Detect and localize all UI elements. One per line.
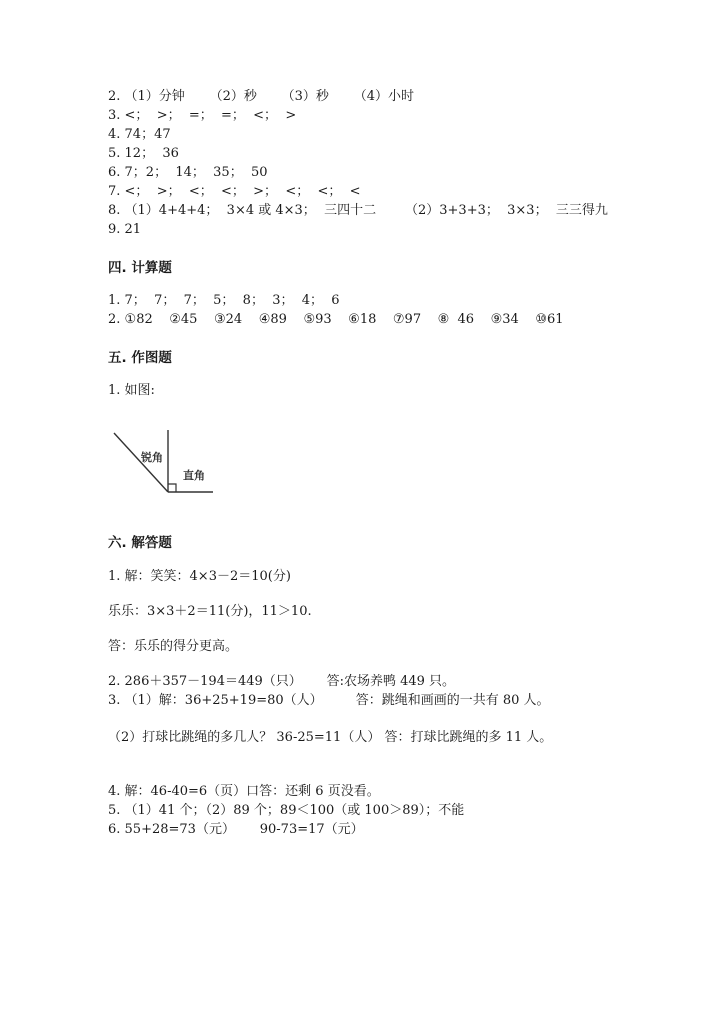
q3-part-1: 3. （1）解：36+25+19=80（人） 答：跳绳和画画的一共有 80 人。 [108,693,550,708]
answer-line-4: 4. 74；47 [108,127,171,142]
drawing-intro: 1. 如图: [108,383,155,398]
answer-line-3: 3. <； >； =； =； <； > [108,108,297,123]
q4-line: 4. 解：46-40=6（页）口答：还剩 6 页没看。 [108,784,380,799]
section-heading-drawing: 五. 作图题 [108,350,172,366]
q6-line: 6. 55+28=73（元） 90-73=17（元） [108,822,364,837]
angle-figure [108,425,218,500]
q1-answer: 答：乐乐的得分更高。 [108,639,239,654]
answer-line-5: 5. 12； 36 [108,146,179,161]
q5-line: 5. （1）41 个；（2）89 个；89＜100（或 100＞89）；不能 [108,803,465,818]
q1-line-1: 1. 解：笑笑：4×3－2＝10(分) [108,569,291,584]
answer-line-8: 8. （1）4+4+4； 3×4 或 4×3； 三四十二 （2）3+3+3； 3×3； 三三得九 [108,203,608,218]
right-angle-mark [168,484,176,492]
answer-line-2: 2. （1）分钟 （2）秒 （3）秒 （4）小时 [108,89,415,104]
section-heading-word-problems: 六. 解答题 [108,535,172,551]
answer-line-7: 7. <； >； <； <； >； <； <； < [108,184,361,199]
q1-line-2: 乐乐：3×3＋2＝11(分)，11＞10. [108,604,312,619]
answer-line-9: 9. 21 [108,222,142,237]
calc-answer-line-2: 2. ①82 ②45 ③24 ④89 ⑤93 ⑥18 ⑦97 ⑧ 46 ⑨34 ⑩61 [108,312,564,327]
calc-answer-line-1: 1. 7； 7； 7； 5； 8； 3； 4； 6 [108,293,340,308]
section-heading-calculation: 四. 计算题 [108,260,172,276]
q3-part-2: （2）打球比跳绳的多几人？ 36-25=11（人） 答：打球比跳绳的多 11 人。 [108,730,553,745]
acute-angle-label: 锐角 [141,451,163,464]
answer-line-6: 6. 7；2； 14； 35； 50 [108,165,268,180]
q2-line: 2. 286＋357－194＝449（只） 答:农场养鸭 449 只。 [108,674,456,689]
right-angle-label: 直角 [183,469,205,482]
